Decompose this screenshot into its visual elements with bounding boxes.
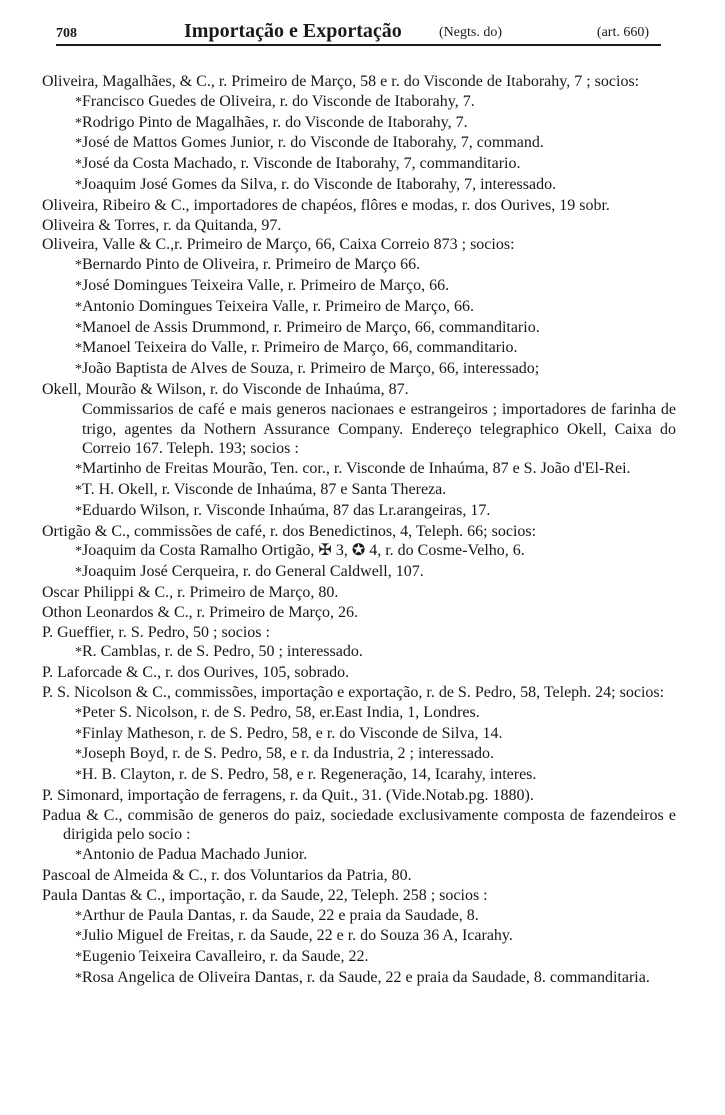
partner-entry: * Francisco Guedes de Oliveira, r. do Visconde de Itaborahy, 7.	[42, 92, 676, 113]
article-number: (art. 660)	[596, 25, 649, 40]
directory-entry: P. Simonard, importação de ferragens, r. da Quit., 31. (Vide.Notab.pg. 1880).	[42, 786, 534, 804]
directory-entries	[42, 72, 676, 989]
partner-entry: * Joaquim da Costa Ramalho Ortigão, ✠ 3, ✪ 4, r. do Cosme-Velho, 6.	[42, 541, 676, 562]
partner-entry: * Manoel Teixeira do Valle, r. Primeiro de Março, 66, commanditario.	[42, 338, 676, 359]
entry-note: Commissarios de café e mais generos nacionaes e estrangeiros ; importadores de farinha de trigo, agentes da Nothern Assurance Company. Endereço telegraphico Okell, Caixa do Correio 167. Teleph. 193; socios :	[82, 400, 676, 458]
partner-entry: * José da Costa Machado, r. Visconde de Itaborahy, 7, commanditario.	[42, 154, 676, 175]
partner-entry: * José de Mattos Gomes Junior, r. do Visconde de Itaborahy, 7, command.	[42, 133, 676, 154]
partner-entry: * Martinho de Freitas Mourão, Ten. cor., r. Visconde de Inhaúma, 87 e S. João d'El-Rei.	[42, 459, 676, 480]
partner-entry: * Eduardo Wilson, r. Visconde Inhaúma, 87 das Lr.arangeiras, 17.	[42, 501, 676, 522]
partner-entry: * Joaquim José Cerqueira, r. do General Caldwell, 107.	[42, 562, 676, 583]
directory-entry: Othon Leonardos & C., r. Primeiro de Março, 26.	[42, 603, 358, 621]
partner-entry: * H. B. Clayton, r. de S. Pedro, 58, e r. Regeneração, 14, Icarahy, interes.	[42, 765, 676, 786]
page-header	[56, 18, 661, 46]
directory-entry: Paula Dantas & C., importação, r. da Saude, 22, Teleph. 258 ; socios :	[42, 886, 488, 904]
directory-entry: Oliveira, Ribeiro & C., importadores de chapéos, flôres e modas, r. dos Ourives, 19 sobr.	[42, 196, 610, 214]
partner-entry: * T. H. Okell, r. Visconde de Inhaúma, 87 e Santa Thereza.	[42, 480, 676, 501]
directory-entry: Ortigão & C., commissões de café, r. dos Benedictinos, 4, Teleph. 66; socios:	[42, 522, 537, 540]
directory-entry: Oliveira & Torres, r. da Quitanda, 97.	[42, 216, 282, 234]
partner-entry: * Peter S. Nicolson, r. de S. Pedro, 58, er.East India, 1, Londres.	[42, 703, 676, 724]
partner-entry: * José Domingues Teixeira Valle, r. Primeiro de Março, 66.	[42, 276, 676, 297]
partner-entry: * Manoel de Assis Drummond, r. Primeiro de Março, 66, commanditario.	[42, 318, 676, 339]
directory-entry: P. Gueffier, r. S. Pedro, 50 ; socios :	[42, 623, 270, 641]
section-range: (Negts. do)	[439, 25, 502, 40]
partner-entry: * Eugenio Teixeira Cavalleiro, r. da Saude, 22.	[42, 947, 676, 968]
directory-entry: Oliveira, Valle & C.,r. Primeiro de Março, 66, Caixa Correio 873 ; socios:	[42, 236, 515, 254]
partner-entry: * Rosa Angelica de Oliveira Dantas, r. da Saude, 22 e praia da Saudade, 8. commanditaria.	[42, 968, 676, 989]
partner-entry: * Arthur de Paula Dantas, r. da Saude, 22 e praia da Saudade, 8.	[42, 906, 676, 927]
directory-entry: Padua & C., commisão de generos do paiz, sociedade exclusivamente composta de fazendeiros e dirigida pelo socio :	[42, 806, 676, 844]
directory-entry: Oliveira, Magalhães, & C., r. Primeiro de Março, 58 e r. do Visconde de Itaborahy, 7 ; socios:	[42, 73, 640, 90]
running-title: Importação e Exportação	[184, 20, 402, 42]
partner-entry: * Julio Miguel de Freitas, r. da Saude, 22 e r. do Souza 36 A, Icarahy.	[42, 926, 676, 947]
partner-entry: * Rodrigo Pinto de Magalhães, r. do Visconde de Itaborahy, 7.	[42, 113, 676, 134]
directory-entry: P. Laforcade & C., r. dos Ourives, 105, sobrado.	[42, 664, 350, 682]
partner-entry: * Joseph Boyd, r. de S. Pedro, 58, e r. da Industria, 2 ; interessado.	[42, 744, 676, 765]
partner-entry: * Joaquim José Gomes da Silva, r. do Visconde de Itaborahy, 7, interessado.	[42, 175, 676, 196]
partner-entry: * R. Camblas, r. de S. Pedro, 50 ; interessado.	[42, 642, 676, 663]
partner-entry: * Finlay Matheson, r. de S. Pedro, 58, e r. do Visconde de Silva, 14.	[42, 724, 676, 745]
directory-entry: Oscar Philippi & C., r. Primeiro de Março, 80.	[42, 583, 339, 601]
partner-entry: * Bernardo Pinto de Oliveira, r. Primeiro de Março 66.	[42, 255, 676, 276]
directory-entry: Okell, Mourão & Wilson, r. do Visconde de Inhaúma, 87.	[42, 380, 409, 398]
directory-entry: P. S. Nicolson & C., commissões, importação e exportação, r. de S. Pedro, 58, Teleph. 24; socios:	[42, 683, 665, 701]
partner-entry: * Antonio de Padua Machado Junior.	[42, 845, 676, 866]
directory-entry: Pascoal de Almeida & C., r. dos Voluntarios da Patria, 80.	[42, 867, 412, 885]
partner-entry: * Antonio Domingues Teixeira Valle, r. Primeiro de Março, 66.	[42, 297, 676, 318]
partner-entry: * João Baptista de Alves de Souza, r. Primeiro de Março, 66, interessado;	[42, 359, 676, 380]
page-number: 708	[56, 26, 77, 41]
